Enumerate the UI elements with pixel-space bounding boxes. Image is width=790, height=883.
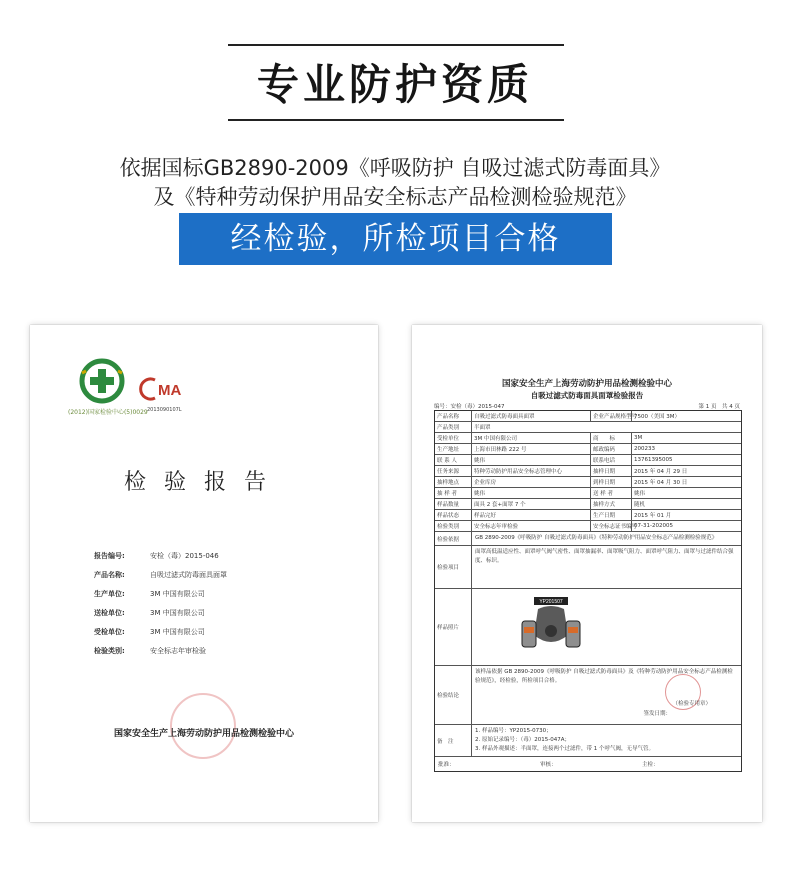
page-title: 专业防护资质 — [256, 60, 533, 109]
table-cell: 样品完好 — [472, 510, 591, 520]
cma-caption: 2013090107L — [147, 407, 182, 413]
info-value: 安检（毒）2015-046 — [150, 552, 219, 560]
table-cell: 自吸过滤式防毒面具面罩 — [472, 411, 591, 421]
table-cell: 到样日期 — [591, 477, 632, 487]
table-cell: 联 系 人 — [435, 455, 472, 465]
info-label: 送检单位: — [94, 609, 125, 617]
table-cell: 样品状态 — [435, 510, 472, 520]
info-row — [94, 547, 227, 566]
table-cell: 联系电话 — [591, 455, 632, 465]
table-cell: 生产日期 — [591, 510, 632, 520]
table-row — [435, 444, 741, 455]
report-subtitle: 自吸过滤式防毒面具面罩检验报告 — [530, 391, 644, 400]
table-row — [435, 510, 741, 521]
table-cell: 3M — [634, 435, 643, 441]
note-item: 3. 样品外观描述：半面罩，连接两个过滤件，带 1 个呼气阀，无导气管。 — [475, 746, 654, 752]
report-cover-page — [30, 325, 378, 822]
table-cell: 检验类别 — [435, 521, 472, 531]
respirator-mask-icon — [520, 595, 582, 657]
items-label: 检验项目 — [435, 546, 472, 588]
table-cell: 13761395005 — [634, 457, 673, 463]
table-cell: 半面罩 — [474, 425, 491, 431]
table-row — [435, 411, 741, 422]
page-indicator: 第 1 页 共 4 页 — [698, 404, 740, 410]
table-cell: 抽样日期 — [591, 466, 632, 476]
table-cell: 姚伟 — [472, 455, 591, 465]
items-row — [435, 546, 741, 589]
subtitle-line-1: 依据国标GB2890-2009《呼吸防护 自吸过滤式防毒面具》 — [119, 156, 671, 180]
info-label: 受检单位: — [94, 628, 125, 636]
conclusion-label: 检验结论 — [435, 666, 472, 724]
cma-logo-text: MA — [158, 382, 182, 399]
report-title: 检验报告 — [123, 470, 284, 495]
conclusion-text: 该样品依据 GB 2890-2009《呼吸防护 自吸过滤式防毒面具》及《特种劳动防护用品安全标志产品检测检验规范》，经检验，所检项目合格。 — [475, 669, 733, 684]
table-row — [435, 477, 741, 488]
info-row — [94, 566, 227, 585]
items-text: 面罩高低温适应性、面罩呼气阀气密性、面罩抽漏率、面罩吸气阻力、面罩呼气阻力、面罩与过滤件结合强度、标识。 — [475, 549, 734, 564]
info-value: 3M 中国有限公司 — [150, 590, 205, 598]
report-table — [434, 410, 742, 772]
basis-label: 检验依据 — [435, 532, 472, 545]
table-cell: 2015 年 04 月 29 日 — [634, 469, 688, 475]
table-cell: 商 标 — [591, 433, 632, 443]
table-row — [435, 466, 741, 477]
report-info-list — [94, 547, 227, 661]
table-cell: 姚伟 — [472, 488, 591, 498]
table-cell: 抽样地点 — [435, 477, 472, 487]
table-cell: 07-31-202005 — [634, 523, 673, 529]
table-cell: 受检单位 — [435, 433, 472, 443]
table-cell: 面具 2 套+面罩 7 个 — [472, 499, 591, 509]
table-row — [435, 488, 741, 499]
notes-row — [435, 725, 741, 757]
sign-main: 主检： — [642, 762, 659, 768]
note-item: 2. 原始记录编号：（毒）2015-047A； — [475, 737, 570, 743]
table-cell: 姚伟 — [634, 491, 646, 497]
issuer-name: 国家安全生产上海劳动防护用品检测检验中心 — [113, 729, 294, 739]
report-center-name: 国家安全生产上海劳动防护用品检测检验中心 — [501, 379, 672, 389]
table-row — [435, 433, 741, 444]
report-detail-page — [412, 325, 762, 822]
table-cell: 3M 中国有限公司 — [472, 433, 591, 443]
issue-date-label: 签发日期： — [643, 711, 671, 717]
table-cell: 样品数量 — [435, 499, 472, 509]
info-value: 自吸过滤式防毒面具面罩 — [150, 571, 227, 579]
table-cell: 企业库房 — [472, 477, 591, 487]
title-bottom-rule — [228, 119, 564, 121]
table-cell: 2015 年 04 月 30 日 — [634, 480, 688, 486]
safety-cross-logo-icon — [80, 359, 124, 403]
table-cell: 200233 — [634, 446, 655, 452]
table-row — [435, 499, 741, 510]
table-cell: 随机 — [634, 502, 646, 508]
report-number: 编号：安检（毒）2015-047 — [434, 404, 505, 410]
info-label: 检验类别: — [94, 647, 125, 655]
signature-row — [435, 757, 741, 771]
title-top-rule — [228, 44, 564, 46]
table-cell: 邮政编码 — [591, 444, 632, 454]
notes-label: 备 注 — [435, 725, 472, 756]
photo-tag: YP201507 — [539, 599, 563, 605]
subtitle-line-2: 及《特种劳动保护用品安全标志产品检测检验规范》 — [153, 185, 637, 209]
logo-caption: (2012)国家检验中心(5)0029 — [68, 409, 148, 416]
photo-label: 样品照片 — [435, 589, 472, 665]
info-row — [94, 585, 227, 604]
info-value: 3M 中国有限公司 — [150, 609, 205, 617]
sign-review: 审核： — [540, 762, 557, 768]
table-cell: 7500（美国 3M） — [634, 414, 680, 420]
cma-logo-icon — [147, 378, 189, 400]
seal-text: （检验专用章） — [672, 701, 711, 707]
table-cell: 产品名称 — [435, 411, 472, 421]
basis-row — [435, 532, 741, 546]
table-cell: 安全标志年审检验 — [472, 521, 591, 531]
info-label: 报告编号: — [94, 552, 125, 560]
table-cell: 产品类别 — [435, 422, 472, 432]
table-cell: 企业产品规格型号 — [591, 411, 632, 421]
table-cell: 上海市田林路 222 号 — [472, 444, 591, 454]
sign-approve: 批准： — [438, 762, 455, 768]
table-cell: 送 样 者 — [591, 488, 632, 498]
table-cell: 特种劳动防护用品安全标志管理中心 — [472, 466, 591, 476]
info-row — [94, 623, 227, 642]
info-row — [94, 604, 227, 623]
table-row — [435, 521, 741, 532]
table-cell: 抽样方式 — [591, 499, 632, 509]
note-item: 1. 样品编号：YP2015-0730； — [475, 728, 552, 734]
table-row — [435, 422, 741, 433]
info-label: 产品名称: — [94, 571, 125, 579]
info-value: 安全标志年审检验 — [150, 647, 206, 655]
info-row — [94, 642, 227, 661]
sample-photo — [472, 589, 741, 665]
result-banner: 经检验，所检项目合格 — [179, 213, 612, 265]
info-label: 生产单位: — [94, 590, 125, 598]
table-cell: 抽 样 者 — [435, 488, 472, 498]
table-row — [435, 455, 741, 466]
basis-text: GB 2890-2009《呼吸防护 自吸过滤式防毒面具》《特种劳动防护用品安全标志产品检测检验规范》 — [475, 535, 718, 541]
info-value: 3M 中国有限公司 — [150, 628, 205, 636]
table-cell: 任务来源 — [435, 466, 472, 476]
conclusion-row — [435, 666, 741, 725]
table-cell: 安全标志证书编号 — [591, 521, 632, 531]
photo-row — [435, 589, 741, 666]
table-cell: 生产地址 — [435, 444, 472, 454]
table-cell: 2015 年 01 月 — [634, 513, 672, 519]
